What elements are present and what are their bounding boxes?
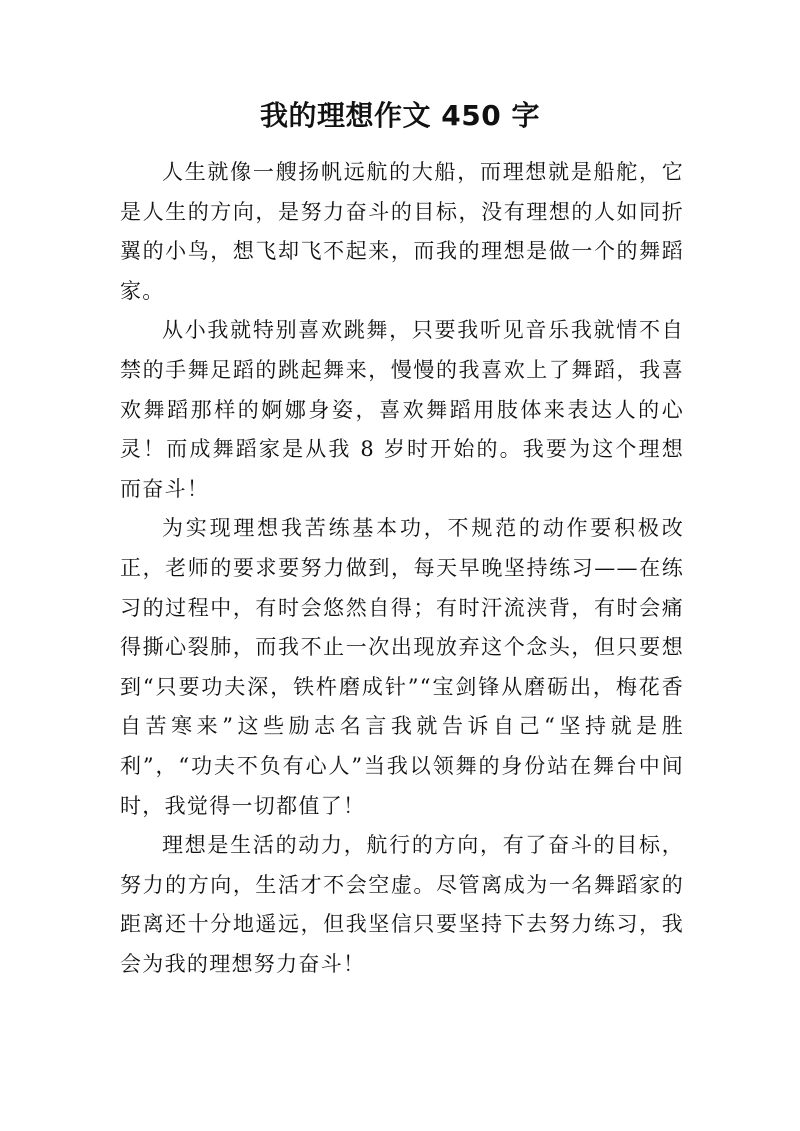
essay-paragraph-3: 为实现理想我苦练基本功，不规范的动作要积极改正，老师的要求要努力做到，每天早晚坚持练习——在练习的过程中，有时会悠然自得；有时汗流浃背，有时会痛得撕心裂肺，而我不止一次出现放弃这个念头，但只要想到“只要功夫深，铁杵磨成针”“宝剑锋从磨砺出，梅花香自苦寒来”这些励志名言我就告诉自己“坚持就是胜利”，“功夫不负有心人”当我以领舞的身份站在舞台中间时，我觉得一切都值了！ xyxy=(120,516,684,818)
essay-paragraph-2: 从小我就特别喜欢跳舞，只要我听见音乐我就情不自禁的手舞足蹈的跳起舞来，慢慢的我喜欢上了舞蹈，我喜欢舞蹈那样的婀娜身姿，喜欢舞蹈用肢体来表达人的心灵！而成舞蹈家是从我 8 岁时开始的。我要为这个理想而奋斗！ xyxy=(120,318,684,501)
essay-body xyxy=(120,153,684,984)
essay-paragraph-1: 人生就像一艘扬帆远航的大船，而理想就是船舵，它是人生的方向，是努力奋斗的目标，没有理想的人如同折翼的小鸟，想飞却飞不起来，而我的理想是做一个的舞蹈家。 xyxy=(120,160,684,303)
document-title: 我的理想作文 450 字 xyxy=(260,99,540,132)
essay-paragraph-4: 理想是生活的动力，航行的方向，有了奋斗的目标，努力的方向，生活才不会空虚。尽管离成为一名舞蹈家的距离还十分地遥远，但我坚信只要坚持下去努力练习，我会为我的理想努力奋斗！ xyxy=(120,833,684,976)
